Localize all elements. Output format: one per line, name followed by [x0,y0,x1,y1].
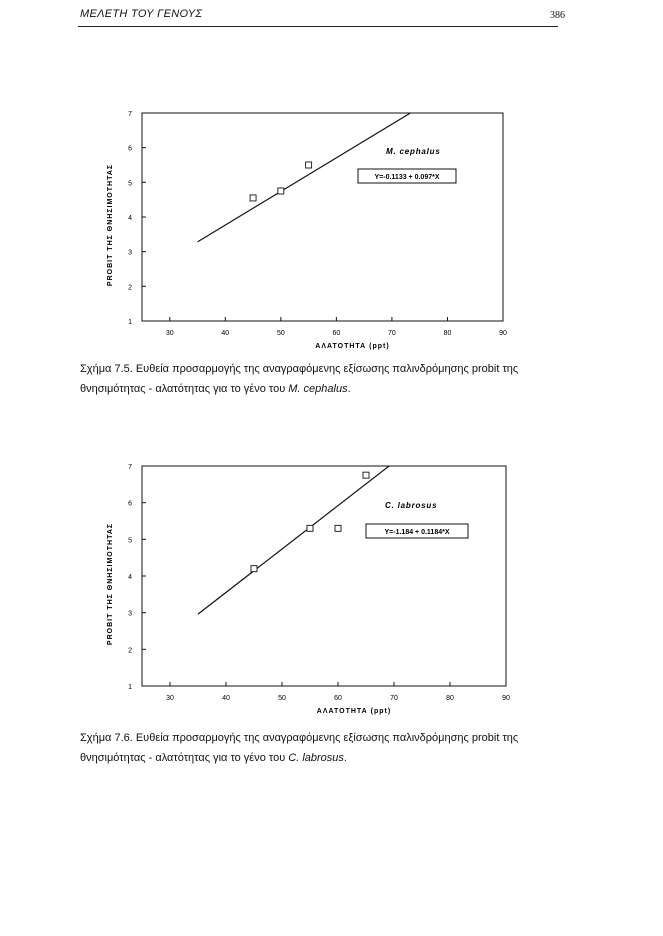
x-tick-label: 50 [278,695,286,702]
y-tick-label: 2 [128,647,132,655]
x-tick-label: 30 [165,330,174,337]
caption-text: Σχήμα 7.6. Ευθεία προσαρμογής της αναγραφόμενης εξίσωσης παλινδρόμησης probit της θνησιμότητας - αλατότητας για το γένο του [80,732,519,764]
x-axis-label: ΑΛΑΤΟΤΗΤΑ (ppt) [316,708,392,715]
y-tick-label: 1 [128,319,132,326]
y-tick-label: 4 [128,215,132,222]
y-tick-label: 5 [128,537,132,545]
y-tick-label: 7 [128,111,132,118]
x-tick-label: 90 [502,695,510,702]
data-point [307,525,313,531]
x-tick-label: 90 [499,330,507,337]
y-tick-label: 5 [128,180,132,188]
y-tick-label: 7 [128,464,132,471]
x-tick-label: 80 [446,695,454,702]
x-tick-label: 60 [334,695,342,702]
x-tick-label: 80 [443,330,452,337]
x-tick-label: 40 [221,330,230,337]
y-tick-label: 3 [128,249,132,257]
running-header-title: ΜΕΛΕΤΗ ΤΟΥ ΓΕΝΟΥΣ [80,8,203,20]
x-tick-label: 70 [388,330,396,337]
caption-species: M. cephalus [288,383,348,395]
figure-caption-7-6 [80,728,580,768]
y-tick-label: 4 [128,574,132,581]
y-tick-label: 6 [128,145,132,153]
x-tick-label: 40 [222,695,230,702]
regression-line [198,466,389,614]
x-axis-label: ΑΛΑΤΟΤΗΤΑ (ppt) [315,343,390,350]
equation-text: Y=-0.1133 + 0.097*X [374,174,440,181]
x-tick-label: 50 [276,330,285,337]
plot-frame [142,466,506,686]
species-label: C. labrosus [385,501,438,510]
y-axis-label: PROBIT ΤΗΣ ΘΝΗΣΙΜΟΤΗΤΑΣ [107,163,114,287]
x-tick-label: 60 [332,330,341,337]
equation-text: Y=-1.184 + 0.1184*X [384,529,450,536]
y-axis-label: PROBIT ΤΗΣ ΘΝΗΣΙΜΟΤΗΤΑΣ [107,522,114,646]
x-tick-label: 70 [390,695,398,702]
data-point [335,525,341,531]
page-number: 386 [550,10,565,21]
caption-species: C. labrosus [288,752,344,764]
x-tick-label: 30 [166,695,174,702]
data-point [251,566,257,572]
y-tick-label: 1 [128,684,132,691]
caption-text: Σχήμα 7.5. Ευθεία προσαρμογής της αναγραφόμενης εξίσωσης παλινδρόμησης probit της θνησιμότητας - αλατότητας για το γένο του [80,363,519,395]
data-point [363,472,369,478]
y-tick-label: 3 [128,610,132,618]
species-label: M. cephalus [386,147,441,156]
caption-suffix: . [343,752,347,764]
y-tick-label: 6 [128,500,132,508]
caption-suffix: . [347,383,351,395]
y-tick-label: 2 [128,284,132,292]
